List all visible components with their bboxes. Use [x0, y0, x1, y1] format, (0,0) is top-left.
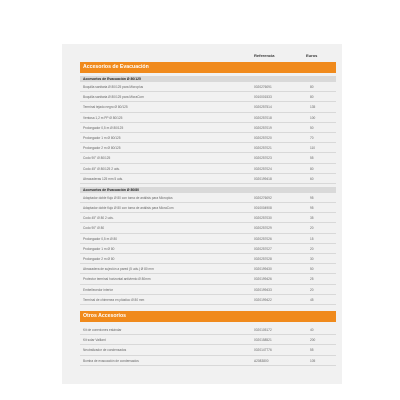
item-reference: 0020257018 — [254, 115, 272, 120]
item-reference: 0020276091 — [254, 85, 272, 89]
item-reference: A2083800 — [254, 358, 269, 363]
item-description: Boquilla sanitaria Ø 80/125 para MicraCom — [83, 95, 144, 100]
item-description: Adaptador doble flujo Ø 80 con toma de análisis para MicraCom — [83, 206, 174, 211]
table-row — [80, 345, 336, 355]
item-price: 25 — [310, 277, 314, 282]
section-title: Accesorios de Evacuación — [80, 62, 336, 73]
price-sheet — [62, 44, 342, 384]
item-description: Bomba de evacuación de condensados — [83, 358, 139, 363]
item-description: Prolongador 1 m Ø 80/125 — [83, 135, 121, 140]
item-price: 20 — [310, 226, 314, 231]
evacuation-section — [80, 62, 336, 305]
item-price: 50 — [310, 267, 314, 272]
table-row — [80, 264, 336, 274]
item-reference: 0020199426 — [254, 277, 272, 282]
item-reference: 0010004908 — [254, 206, 272, 211]
item-price: 55 — [310, 348, 314, 353]
item-reference: 0020158521 — [254, 338, 272, 343]
item-price: 20 — [310, 287, 314, 292]
item-price: 35 — [310, 216, 314, 221]
table-row — [80, 213, 336, 223]
subsection-rows — [80, 325, 336, 366]
item-price: 15 — [310, 236, 314, 241]
item-price: 95 — [310, 195, 314, 200]
item-description: Codo 90° Ø 80/125 — [83, 156, 111, 161]
table-row — [80, 164, 336, 174]
item-reference: 0020257514 — [254, 105, 272, 110]
item-reference: 0020199418 — [254, 176, 272, 181]
item-description: Abrazaderas 125 mm 5 uds. — [83, 176, 124, 181]
item-description: Ventosa 1,2 m PP Ø 80/125 — [83, 115, 123, 120]
item-reference: 0020147776 — [254, 348, 272, 353]
table-row — [80, 102, 336, 112]
item-price: 110 — [310, 146, 316, 151]
table-row — [80, 356, 336, 366]
item-description: Boquilla sanitaria Ø 80/125 para Microplus — [83, 85, 144, 89]
item-description: Codo 45° Ø 80 2 uds. — [83, 216, 114, 221]
item-reference: 0020257026 — [254, 236, 272, 241]
item-price: 45 — [310, 297, 314, 302]
item-reference: 0020257029 — [254, 226, 272, 231]
item-description: Prolongador 2 m Ø 80 — [83, 257, 115, 261]
item-price: 70 — [310, 135, 314, 140]
table-row — [80, 254, 336, 264]
item-reference: 0020199433 — [254, 287, 272, 292]
table-row — [80, 193, 336, 203]
item-description: Kit de conexiones estándar — [83, 328, 122, 332]
item-reference: 0020257021 — [254, 146, 272, 151]
table-row — [80, 113, 336, 123]
item-price: 55 — [310, 156, 314, 161]
euros-column-label: Euros — [306, 53, 318, 58]
item-description: Embellecedor interior — [83, 287, 114, 292]
item-reference: 0020199430 — [254, 267, 272, 272]
item-reference: 0020257030 — [254, 216, 272, 221]
item-description: Codo 90° Ø 80 — [83, 226, 105, 231]
item-reference: 0020257027 — [254, 246, 272, 251]
item-price: 20 — [310, 246, 314, 251]
table-row — [80, 223, 336, 233]
item-price: 95 — [310, 206, 314, 211]
item-description: Protector terminal horizontal antiviento Ø 80mm — [83, 277, 151, 282]
table-row — [80, 92, 336, 102]
item-reference: 0010001533 — [254, 95, 272, 100]
column-header — [80, 53, 334, 61]
table-row — [80, 285, 336, 295]
item-reference: 0020257020 — [254, 135, 272, 140]
item-description: Terminal tejado negro Ø 80/125 — [83, 105, 128, 110]
table-row — [80, 82, 336, 92]
table-row — [80, 244, 336, 254]
table-row — [80, 234, 336, 244]
table-row — [80, 174, 336, 184]
section-title: Otros Accesorios — [80, 311, 336, 322]
subsection-title: Accesorios de Evacuación Ø 80/125 — [80, 76, 336, 82]
item-description: Kit solar Vaillant — [83, 338, 106, 343]
subsection-rows — [80, 193, 336, 305]
item-description: Neutralizador de condensados — [83, 348, 127, 353]
item-price: 50 — [310, 125, 314, 130]
item-price: 100 — [310, 115, 316, 120]
table-row — [80, 203, 336, 213]
item-description: Prolongador 1 m Ø 80 — [83, 246, 115, 251]
item-description: Prolongador 2 m Ø 80/125 — [83, 146, 121, 151]
ref-column-label: Referencia — [254, 53, 275, 58]
item-reference: 0020257028 — [254, 257, 272, 261]
item-description: Abrazadera de sujeción a pared (5 uds.) Ø 80 mm — [83, 267, 154, 272]
subsection-title: Accesorios de Evacuación Ø 80/80 — [80, 187, 336, 193]
item-price: 30 — [310, 257, 314, 261]
item-reference: 0020199422 — [254, 297, 272, 302]
table-row — [80, 143, 336, 153]
item-price: 40 — [310, 328, 314, 332]
table-row — [80, 153, 336, 163]
item-description: Terminal de chimenea en plástico Ø 80 mm — [83, 297, 145, 302]
item-description: Prolongador 0,5 m Ø 80/125 — [83, 125, 124, 130]
item-price: 60 — [310, 176, 314, 181]
item-description: Adaptador doble flujo Ø 80 con toma de análisis para Microplus — [83, 195, 173, 200]
other-section — [80, 311, 336, 366]
item-reference: 0020257024 — [254, 166, 272, 171]
item-price: 80 — [310, 85, 314, 89]
item-price: 105 — [310, 358, 316, 363]
item-reference: 0020105172 — [254, 328, 272, 332]
item-reference: 0020257019 — [254, 125, 272, 130]
table-row — [80, 335, 336, 345]
item-price: 135 — [310, 105, 316, 110]
subsection-rows — [80, 82, 336, 184]
table-row — [80, 274, 336, 284]
item-price: 80 — [310, 95, 314, 100]
item-reference: 0020257023 — [254, 156, 272, 161]
table-row — [80, 325, 336, 335]
item-reference: 0020276092 — [254, 195, 272, 200]
item-description: Prolongador 0,5 m Ø 80 — [83, 236, 118, 241]
table-row — [80, 295, 336, 305]
table-row — [80, 133, 336, 143]
item-price: 200 — [310, 338, 316, 343]
item-price: 80 — [310, 166, 314, 171]
item-description: Codo 45° Ø 80/125 2 uds. — [83, 166, 120, 171]
table-row — [80, 123, 336, 133]
